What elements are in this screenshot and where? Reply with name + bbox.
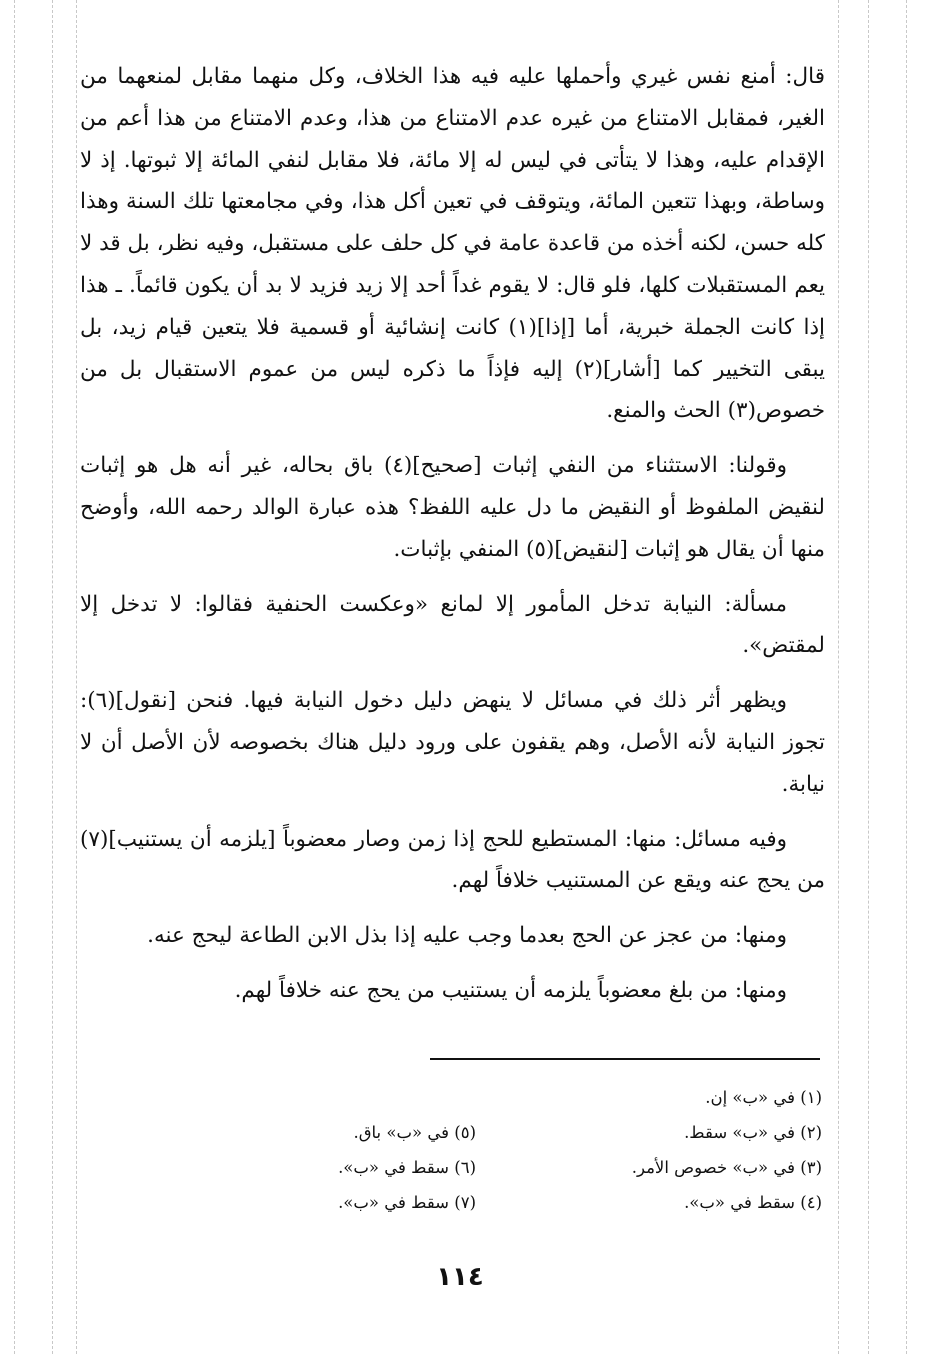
page-number: ١١٤ [436,1262,484,1292]
paragraph: وفيه مسائل: منها: المستطيع للحج إذا زمن وصار معضوباً [يلزمه أن يستنيب](٧) من يحج عنه ويقع عن المستنيب خلافاً لهم. [80,826,825,894]
scan-guide-line [76,0,77,1354]
scan-guide-line [906,0,907,1354]
footnote: (٥) في «ب» باق. [353,1123,476,1142]
scan-guide-line [838,0,839,1354]
footnotes [270,1080,822,1220]
paragraph: قال: أمنع نفس غيري وأحملها عليه فيه هذا الخلاف، وكل منهما مقابل لمنعهما من الغير، فمقابل الامتناع من غيره عدم الامتناع من هذا، وعدم الامتناع من هذا أعم من الإقدام عليه، وهذا لا يتأتى في ليس له إلا مائة، فلا مقابل لنفي المائة إلا ثبوتها. إذ لا وساطة، وبهذا تتعين المائة، ويتوقف في تعين أكل هذا، وفي مجامعتها تلك السنة وهذا كله حسن، لكنه أخذه من قاعدة عامة في كل حلف على مستقبل، وفيه نظر، بل قد لا يعم المستقبلات كلها، فلو قال: لا يقوم غداً أحد إلا زيد فزيد لا بد أن يكون قائماً. ـ هذا إذا كانت الجملة خبرية، أما [إذا](١) كانت إنشائية أو قسمية فلا يتعين قيام زيد، بل يبقى التخيير كما [أشار](٢) إليه فإذاً ما ذكره ليس من عموم الاستقبال بل من خصوص(٣) الحث والمنع. [80,64,825,424]
footnote: (١) في «ب» إن. [705,1088,822,1107]
footnote-column [270,1080,476,1220]
paragraph: وقولنا: الاستثناء من النفي إثبات [صحيح](٤) باق بحاله، غير أنه هل هو إثبات لنقيض الملفوظ أو النقيض ما دل عليه اللفظ؟ هذه عبارة الوالد رحمه الله، وأوضح منها أن يقال هو إثبات [لنقيض](٥) المنفي بإثبات. [80,453,825,562]
paragraph: ومنها: من بلغ معضوباً يلزمه أن يستنيب من يحج عنه خلافاً لهم. [234,977,787,1003]
paragraph: ومنها: من عجز عن الحج بعدما وجب عليه إذا بذل الابن الطاعة ليحج عنه. [147,923,787,949]
footnote: (٧) سقط في «ب». [338,1193,476,1212]
scan-guide-line [868,0,869,1354]
footnote: (٤) سقط في «ب». [684,1193,822,1212]
footnote: (٢) في «ب» سقط. [684,1123,822,1142]
scan-guide-line [52,0,53,1354]
main-text [80,56,825,1025]
paragraph: ويظهر أثر ذلك في مسائل لا ينهض دليل دخول النيابة فيها. فنحن [نقول](٦): تجوز النيابة لأنه الأصل، وهم يقفون على ورود دليل هناك بخصوصه لأن الأصل أن لا نيابة. [80,688,825,797]
scan-guide-line [14,0,15,1354]
footnote-separator [430,1058,820,1060]
paragraph: مسألة: النيابة تدخل المأمور إلا لمانع «وعكست الحنفية فقالوا: لا تدخل إلا لمقتض». [80,591,825,659]
footnote-column [616,1080,822,1220]
footnote: (٦) سقط في «ب». [338,1158,476,1177]
footnote: (٣) في «ب» خصوص الأمر. [631,1158,822,1177]
